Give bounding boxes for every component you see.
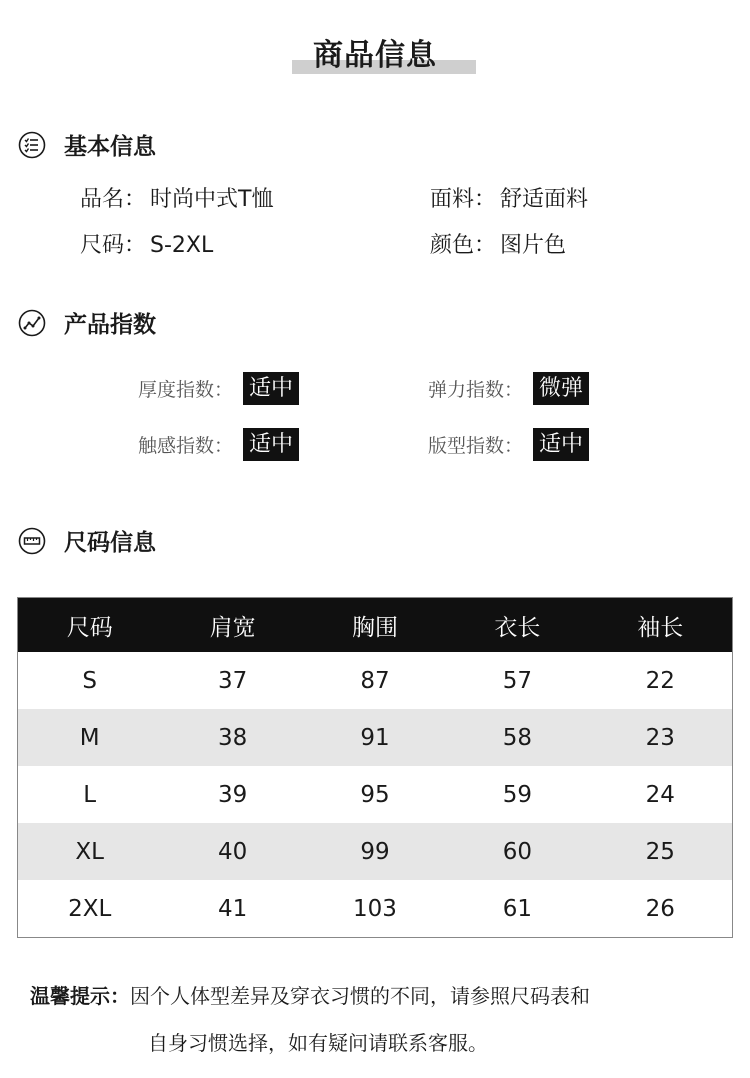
table-cell: 38: [161, 709, 303, 766]
trend-icon: [18, 309, 46, 337]
tip-text-2: 自身习惯选择，如有疑问请联系客服。: [148, 1031, 488, 1055]
color-row: [430, 228, 566, 259]
size-info-title: 尺码信息: [64, 530, 156, 556]
product-index-title: 产品指数: [64, 312, 156, 338]
col-sleeve: 袖长: [589, 598, 733, 653]
table-cell: 26: [645, 895, 675, 922]
table-cell: 57: [502, 667, 533, 694]
thickness-badge: 适中: [243, 372, 299, 405]
table-cell: 60: [446, 823, 588, 880]
product-name-value: 时尚中式T恤: [150, 187, 274, 212]
page-title: 商品信息: [313, 38, 437, 73]
touch-badge: 适中: [243, 428, 299, 461]
basic-info-header: [18, 128, 156, 161]
color-label: 颜色：: [430, 233, 497, 258]
table-cell: 99: [304, 823, 446, 880]
table-cell: 61: [502, 895, 533, 922]
table-cell: 37: [217, 667, 248, 694]
size-info-header: [18, 524, 156, 557]
table-cell: 40: [161, 823, 303, 880]
table-row: [18, 652, 733, 709]
table-row: [18, 709, 733, 766]
col-length: 衣长: [446, 598, 588, 653]
col-chest: 胸围: [304, 598, 446, 653]
table-row: [18, 880, 733, 938]
touch-label: 触感指数：: [138, 435, 234, 457]
thickness-label: 厚度指数：: [138, 379, 234, 401]
tip-label: 温馨提示：: [30, 984, 130, 1008]
col-shoulder: 肩宽: [161, 598, 303, 653]
table-cell: 23: [589, 709, 733, 766]
table-cell: 95: [360, 781, 390, 808]
size-range-value: S-2XL: [150, 233, 214, 258]
tip-line-1: [30, 980, 590, 1009]
table-cell: M: [18, 709, 162, 766]
table-row: [18, 823, 733, 880]
product-index-header: [18, 306, 156, 339]
col-size: 尺码: [18, 598, 162, 653]
table-cell: 103: [353, 895, 397, 922]
ruler-icon: [18, 527, 46, 555]
size-table: [17, 597, 733, 938]
table-cell: XL: [18, 823, 162, 880]
table-row: [18, 766, 733, 823]
table-cell: 91: [304, 709, 446, 766]
table-cell: 25: [589, 823, 733, 880]
table-cell: 39: [217, 781, 248, 808]
fabric-value: 舒适面料: [500, 187, 589, 212]
table-cell: 41: [217, 895, 248, 922]
size-table-header: [18, 598, 733, 653]
table-cell: 59: [502, 781, 533, 808]
fit-badge: 适中: [533, 428, 589, 461]
tip-line-2: [148, 1027, 488, 1056]
table-cell: 24: [645, 781, 675, 808]
basic-info-title: 基本信息: [64, 134, 156, 160]
list-icon: [18, 131, 46, 159]
touch-index: [138, 428, 299, 461]
title-wrap: [0, 30, 750, 74]
elastic-label: 弹力指数：: [428, 379, 524, 401]
tip-text-1: 因个人体型差异及穿衣习惯的不同，请参照尺码表和: [130, 984, 590, 1008]
table-cell: L: [83, 781, 97, 808]
thickness-index: [138, 372, 299, 405]
elastic-index: [428, 372, 589, 405]
elastic-badge: 微弹: [533, 372, 589, 405]
product-name-label: 品名：: [80, 187, 147, 212]
fabric-row: [430, 182, 588, 213]
table-cell: 2XL: [68, 895, 112, 922]
fit-label: 版型指数：: [428, 435, 524, 457]
table-cell: 87: [360, 667, 390, 694]
table-cell: 58: [446, 709, 588, 766]
size-range-row: [80, 228, 213, 259]
product-name-row: [80, 182, 273, 213]
size-range-label: 尺码：: [80, 233, 147, 258]
fit-index: [428, 428, 589, 461]
table-cell: 22: [645, 667, 675, 694]
color-value: 图片色: [500, 233, 567, 258]
table-cell: S: [82, 667, 97, 694]
fabric-label: 面料：: [430, 187, 497, 212]
